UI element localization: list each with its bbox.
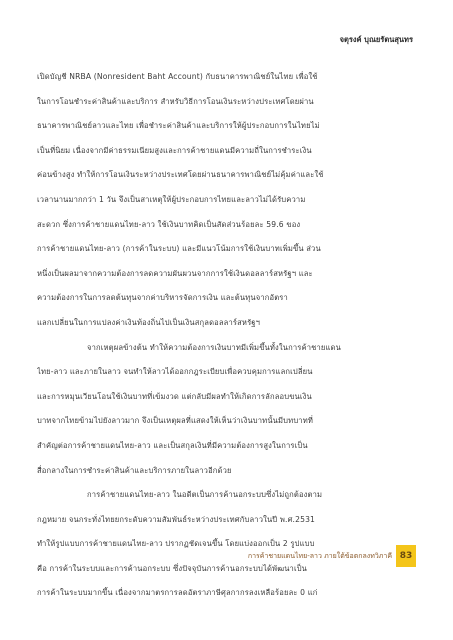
text-line: สะดวก ซึ่งการค้าชายแดนไทย-ลาว ใช้เงินบาทคิดเป็นสัดส่วนร้อยละ 59.6 ของ (37, 219, 301, 229)
text-line: เปิดบัญชี NRBA (Nonresident Baht Account) กับธนาคารพาณิชย์ในไทย เพื่อใช้ (37, 72, 318, 81)
text-line: ไทย-ลาว และภายในลาว จนทำให้ลาวได้ออกกฎระเบียบเพื่อควบคุมการแลกเปลี่ยน (37, 367, 313, 377)
text-line: การค้าในระบบมากขึ้น เนื่องจากมาตรการลดอัตราภาษีศุลกากรลงเหลือร้อยละ 0 แก่ (37, 588, 318, 598)
text-line: แลกเปลี่ยนในการแปลงค่าเงินท้องถิ่นไปเป็นเงินสกุลดอลลาร์สหรัฐฯ (37, 317, 261, 327)
page-number: 83 (396, 545, 416, 567)
text-line: การค้าชายแดนไทย-ลาว (การค้าในระบบ) และมีแนวโน้มการใช้เงินบาทเพิ่มขึ้น ส่วน (37, 244, 321, 254)
text-line: หนึ่งเป็นผลมาจากความต้องการลดความผันผวนจากการใช้เงินดอลลาร์สหรัฐฯ และ (37, 268, 313, 278)
body-text (37, 65, 419, 606)
page-footer (0, 542, 453, 570)
text-line: คือ การค้าในระบบและการค้านอกระบบ ซึ่งปัจจุบันการค้านอกระบบได้พัฒนาเป็น (37, 563, 308, 573)
text-line: ในการโอนชำระค่าสินค้าและบริการ สำหรับวิธีการโอนเงินระหว่างประเทศโดยผ่าน (37, 96, 314, 106)
text-line: สำคัญต่อการค้าชายแดนไทย-ลาว และเป็นสกุลเงินที่มีความต้องการสูงในการเป็น (37, 440, 308, 450)
text-line: สื่อกลางในการชำระค่าสินค้าและบริการภายในลาวอีกด้วย (37, 465, 232, 475)
text-line: ความต้องการในการลดต้นทุนจากค่าบริหารจัดการเงิน และต้นทุนจากอัตรา (37, 293, 288, 303)
text-line: บาทจากไทยข้ามไปยังลาวมาก จึงเป็นเหตุผลที่แสดงให้เห็นว่าเงินบาทนั้นมีบทบาทที่ (37, 416, 314, 426)
text-line: ค่อนข้างสูง ทำให้การโอนเงินระหว่างประเทศโดยผ่านธนาคารพาณิชย์ไม่คุ้มค่าและใช้ (37, 170, 324, 180)
text-line: จากเหตุผลข้างต้น ทำให้ความต้องการเงินบาทมีเพิ่มขึ้นทั้งในการค้าชายแดน (87, 342, 341, 352)
text-line: ทำให้รูปแบบการค้าชายแดนไทย-ลาว ปรากฏชัดเจนขึ้น โดยแบ่งออกเป็น 2 รูปแบบ (37, 539, 315, 549)
text-line: กฎหมาย จนกระทั่งไทยยกระดับความสัมพันธ์ระหว่างประเทศกับลาวในปี พ.ศ.2531 (37, 514, 316, 524)
author-name: จตุรงค์ บุณยรัตนสุนทร (339, 35, 413, 44)
text-line: การค้าชายแดนไทย-ลาว ในอดีตเป็นการค้านอกระบบซึ่งไม่ถูกต้องตาม (87, 490, 323, 500)
text-line: เป็นที่นิยม เนื่องจากมีค่าธรรมเนียมสูงและการค้าชายแดนมีความถี่ในการชำระเงิน (37, 145, 312, 155)
footer-title: การค้าชายแดนไทย-ลาว ภายใต้ข้อตกลงทวิภาคี (247, 552, 392, 560)
text-line: เวลานานมากกว่า 1 วัน จึงเป็นสาเหตุให้ผู้ประกอบการไทยและลาวไม่ได้รับความ (37, 194, 306, 204)
text-line: และการหมุนเวียนโอนใช้เงินบาทที่เข้มงวด แต่กลับมีผลทำให้เกิดการลักลอบขนเงิน (37, 391, 312, 401)
text-line: ธนาคารพาณิชย์ลาวและไทย เพื่อชำระค่าสินค้าและบริการให้ผู้ประกอบการในไทยไม่ (37, 121, 320, 131)
